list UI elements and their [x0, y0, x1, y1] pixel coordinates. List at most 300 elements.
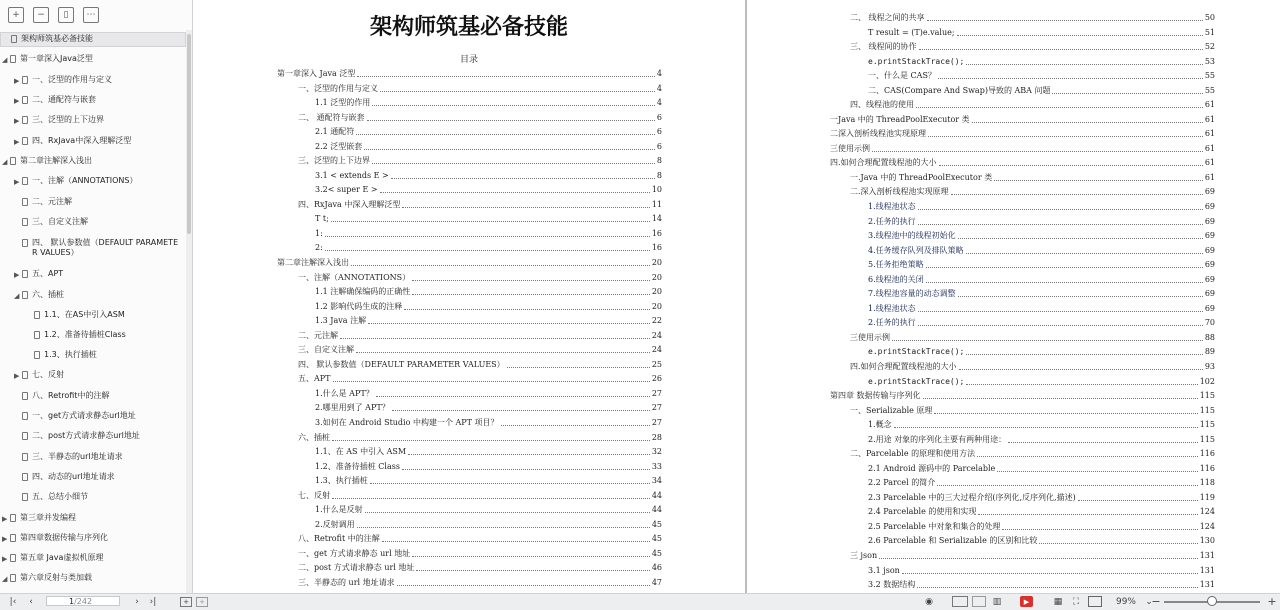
- toc-entry[interactable]: [315, 97, 662, 108]
- toc-entry-title: 三、半静态的 url 地址请求: [298, 577, 395, 587]
- collapse-triangle-icon[interactable]: ◢: [2, 158, 8, 166]
- toc-entry[interactable]: [298, 577, 662, 588]
- toc-page-number: 34: [651, 476, 662, 486]
- fit-width-icon[interactable]: +: [196, 597, 208, 607]
- toc-entry[interactable]: [850, 172, 1215, 183]
- toc-entry-title: 一、get 方式请求静态 url 地址: [298, 548, 411, 558]
- expand-triangle-icon[interactable]: ▶: [14, 372, 20, 380]
- toc-leader-dots: [918, 311, 1203, 312]
- toc-entry[interactable]: [868, 535, 1215, 546]
- zoom-in-icon[interactable]: +: [1267, 595, 1277, 608]
- bookmark-icon: [22, 198, 28, 206]
- bookmark-item[interactable]: [0, 216, 186, 229]
- toc-entry[interactable]: [315, 519, 662, 530]
- expand-triangle-icon[interactable]: ▶: [2, 555, 8, 563]
- bookmark-item[interactable]: [0, 349, 186, 362]
- toc-leader-dots: [977, 456, 1198, 457]
- toc-entry[interactable]: [315, 126, 662, 137]
- page-number-input[interactable]: [46, 596, 120, 606]
- bookmark-item[interactable]: [0, 390, 186, 403]
- toc-entry[interactable]: [315, 242, 662, 253]
- sidebar-scrollbar-thumb[interactable]: [187, 34, 191, 234]
- toc-leader-dots: [917, 587, 1197, 588]
- toc-entry[interactable]: [850, 12, 1215, 23]
- toc-entry[interactable]: [277, 257, 662, 268]
- toc-entry[interactable]: [830, 390, 1215, 401]
- toc-entry-title: T t;: [315, 214, 329, 224]
- toc-entry[interactable]: [315, 388, 662, 399]
- toc-entry[interactable]: [868, 521, 1215, 532]
- toc-entry[interactable]: [868, 463, 1215, 474]
- crop-icon[interactable]: [1088, 596, 1102, 607]
- bookmark-icon: [22, 432, 28, 440]
- bookmark-item[interactable]: [0, 451, 186, 464]
- toc-entry-title: 2.4 Parcelable 的使用和实现: [868, 507, 977, 517]
- toc-page-number: 69: [1204, 289, 1215, 299]
- bookmark-item[interactable]: [0, 196, 186, 209]
- toc-entry-title: 3.1 json: [868, 565, 900, 575]
- toc-leader-dots: [333, 381, 650, 382]
- toc-entry-title: 7.线程池容量的动态调整: [868, 289, 956, 299]
- toc-leader-dots: [370, 483, 650, 484]
- toc-leader-dots: [416, 570, 649, 571]
- toc-leader-dots: [351, 265, 650, 266]
- expand-triangle-icon[interactable]: ▶: [14, 271, 20, 279]
- bookmark-item[interactable]: [0, 532, 186, 545]
- toc-entry-title: 3.1 < extends E >: [315, 170, 389, 180]
- bookmark-item[interactable]: [0, 572, 186, 585]
- bookmark-item[interactable]: [0, 309, 186, 322]
- toc-page-number: 115: [1199, 405, 1215, 415]
- toc-leader-dots: [391, 178, 655, 179]
- toc-entry[interactable]: [315, 286, 662, 297]
- bookmark-item[interactable]: [0, 329, 186, 342]
- toc-entry[interactable]: [868, 274, 1215, 285]
- bookmark-item[interactable]: [0, 237, 186, 259]
- bookmark-item[interactable]: [0, 369, 186, 382]
- toc-leader-dots: [872, 151, 1203, 152]
- bookmark-label: 第三章并发编程: [20, 513, 76, 522]
- toc-entry-title: 2.反射调用: [315, 519, 355, 529]
- toc-entry-title: 3.线程池中的线程初始化: [868, 231, 956, 241]
- toc-entry-title: 3.如何在 Android Studio 中构建一个 APT 项目？: [315, 417, 499, 427]
- toc-entry[interactable]: [830, 143, 1215, 154]
- toc-entry-title: 4.任务缓存队列及排队策略: [868, 245, 964, 255]
- toc-entry-title: 3.2 数据结构: [868, 580, 916, 590]
- toc-leader-dots: [380, 91, 655, 92]
- toc-page-number: 69: [1204, 260, 1215, 270]
- toc-leader-dots: [994, 180, 1203, 181]
- toc-entry[interactable]: [868, 259, 1215, 270]
- bookmark-item[interactable]: [0, 74, 186, 87]
- bookmark-icon: [22, 218, 28, 226]
- toc-entry-title: 2.哪里用到了 APT？: [315, 403, 390, 413]
- toc-entry-title: 1.1 注解确保编码的正确性: [315, 287, 411, 297]
- toc-leader-dots: [392, 410, 650, 411]
- toc-page-number: 55: [1204, 85, 1215, 95]
- toc-entry[interactable]: [868, 492, 1215, 503]
- toc-entry[interactable]: [315, 475, 662, 486]
- collapse-triangle-icon[interactable]: ◢: [2, 56, 8, 64]
- bookmark-icon: [11, 35, 17, 43]
- toc-leader-dots: [412, 280, 650, 281]
- zoom-out-icon[interactable]: −: [1151, 595, 1161, 608]
- toc-page-number: 93: [1204, 361, 1215, 371]
- toc-entry-title: e.printStackTrace();: [868, 56, 965, 66]
- bookmark-icon: [22, 392, 28, 400]
- toc-leader-dots: [1078, 500, 1198, 501]
- toc-page-number: 61: [1204, 129, 1215, 139]
- bookmark-item[interactable]: [0, 410, 186, 423]
- bookmark-icon: [22, 96, 28, 104]
- toc-leader-dots: [364, 149, 655, 150]
- toc-entry-title: 2.1 通配符: [315, 127, 355, 137]
- toc-page-number: 45: [651, 548, 662, 558]
- toc-page-number: 50: [1204, 13, 1215, 22]
- toc-entry[interactable]: [868, 579, 1215, 590]
- toc-entry[interactable]: [868, 85, 1215, 96]
- toc-leader-dots: [332, 498, 650, 499]
- bookmark-icon: [22, 412, 28, 420]
- last-page-icon[interactable]: ›|: [149, 596, 157, 607]
- toc-leader-dots: [380, 192, 650, 193]
- toc-page-number: 61: [1204, 143, 1215, 153]
- toc-page-number: 6: [656, 127, 662, 137]
- toc-entry[interactable]: [298, 330, 662, 341]
- toc-entry-title: 1.2 影响代码生成的注释: [315, 301, 403, 311]
- toc-entry[interactable]: [315, 461, 662, 472]
- collapse-triangle-icon[interactable]: ◢: [14, 292, 20, 300]
- toc-leader-dots: [939, 165, 1203, 166]
- toc-entry[interactable]: [850, 448, 1215, 459]
- toc-page-number: 52: [1204, 42, 1215, 52]
- toc-entry[interactable]: [298, 112, 662, 123]
- expand-triangle-icon[interactable]: ▶: [2, 535, 8, 543]
- toc-entry-title: 二、Parcelable 的原理和使用方法: [850, 449, 976, 459]
- bookmark-label: 七、反射: [32, 370, 64, 379]
- toc-entry[interactable]: [315, 315, 662, 326]
- toc-entry[interactable]: [315, 228, 662, 239]
- toc-leader-dots: [972, 122, 1203, 123]
- toc-entry-title: 一、泛型的作用与定义: [298, 83, 378, 93]
- play-icon[interactable]: ▶: [1020, 596, 1033, 607]
- bookmark-label: 四、动态的url地址请求: [32, 472, 115, 481]
- toc-page-number: 20: [651, 301, 662, 311]
- toc-entry-title: 三使用示例: [830, 143, 870, 153]
- toc-leader-dots: [372, 163, 655, 164]
- toc-entry-title: 一.Java 中的 ThreadPoolExecutor 类: [850, 172, 993, 182]
- toc-page-number: 130: [1199, 536, 1215, 546]
- toc-entry-title: 1.1 泛型的作用: [315, 98, 371, 108]
- toc-leader-dots: [919, 49, 1203, 50]
- toc-page-number: 27: [651, 388, 662, 398]
- prev-page-icon[interactable]: ‹: [29, 596, 33, 607]
- toc-leader-dots: [397, 585, 650, 586]
- toc-leader-dots: [938, 78, 1203, 79]
- add-bookmark-icon[interactable]: ▯: [58, 7, 74, 23]
- toc-leader-dots: [928, 136, 1203, 137]
- toc-entry[interactable]: [277, 68, 662, 79]
- toc-leader-dots: [918, 224, 1203, 225]
- toc-entry[interactable]: [868, 506, 1215, 517]
- toc-entry[interactable]: [868, 27, 1215, 38]
- toc-leader-dots: [966, 64, 1202, 65]
- bookmark-item[interactable]: [0, 32, 186, 47]
- toc-entry[interactable]: [298, 155, 662, 166]
- toc-entry-title: 1.3、执行插桩: [315, 476, 368, 486]
- toc-entry[interactable]: [868, 288, 1215, 299]
- bookmark-options-icon[interactable]: ⋯: [83, 7, 99, 23]
- toc-entry[interactable]: [850, 332, 1215, 343]
- bookmark-item[interactable]: [0, 430, 186, 443]
- toc-entry[interactable]: [850, 405, 1215, 416]
- next-page-icon[interactable]: ›: [135, 596, 139, 607]
- toc-page-number: 16: [651, 228, 662, 238]
- toc-page-number: 32: [651, 447, 662, 457]
- toc-page-number: 61: [1204, 158, 1215, 168]
- toc-entry[interactable]: [315, 184, 662, 195]
- toc-entry[interactable]: [315, 213, 662, 224]
- grid-view-icon[interactable]: ▦: [1053, 596, 1063, 607]
- fullscreen-icon[interactable]: ⛶: [1072, 596, 1080, 607]
- toc-entry-title: 第一章深入 Java 泛型: [277, 69, 356, 78]
- first-page-icon[interactable]: |‹: [9, 596, 17, 607]
- bookmark-icon: [22, 137, 28, 145]
- dropdown-chevron-icon[interactable]: ⌄: [1145, 596, 1153, 607]
- toc-entry[interactable]: [298, 199, 662, 210]
- toc-leader-dots: [501, 425, 650, 426]
- toc-entry-title: 五、APT: [298, 374, 331, 384]
- toc-page-number: 118: [1199, 478, 1215, 488]
- toc-entry-title: 二、 线程之间的共享: [850, 13, 925, 22]
- bookmark-icon: [10, 55, 16, 63]
- expand-all-icon[interactable]: +: [8, 7, 24, 23]
- toc-page-number: 51: [1204, 27, 1215, 37]
- collapse-all-icon[interactable]: −: [33, 7, 49, 23]
- toc-page-number: 115: [1199, 391, 1215, 401]
- toc-page-number: 69: [1204, 274, 1215, 284]
- toc-page-number: 6: [656, 112, 662, 122]
- toc-entry-title: 1.什么是 APT？: [315, 388, 374, 398]
- toc-entry[interactable]: [868, 565, 1215, 576]
- toc-leader-dots: [402, 469, 650, 470]
- toc-leader-dots: [966, 253, 1203, 254]
- toc-leader-dots: [918, 325, 1203, 326]
- toc-entry[interactable]: [868, 346, 1215, 357]
- bookmark-item[interactable]: [0, 512, 186, 525]
- total-pages: /242: [74, 597, 93, 606]
- toc-page-number: 10: [651, 185, 662, 195]
- toc-leader-dots: [372, 105, 655, 106]
- collapse-triangle-icon[interactable]: ◢: [2, 575, 8, 583]
- toc-entry[interactable]: [868, 70, 1215, 81]
- eye-protect-icon[interactable]: ◉: [925, 596, 933, 607]
- bookmark-item[interactable]: [0, 268, 186, 281]
- toc-entry-title: 2:: [315, 243, 323, 253]
- continuous-view-icon[interactable]: [972, 596, 986, 607]
- toc-leader-dots: [1039, 543, 1197, 544]
- toc-page-number: 124: [1199, 521, 1215, 531]
- toc-page-number: 44: [651, 490, 662, 500]
- toc-page-number: 131: [1199, 580, 1215, 590]
- toc-entry-title: 二.深入剖析线程池实现原理: [850, 187, 949, 197]
- expand-triangle-icon[interactable]: ▶: [14, 178, 20, 186]
- toc-entry[interactable]: [868, 201, 1215, 212]
- toc-entry[interactable]: [298, 373, 662, 384]
- toc-entry[interactable]: [868, 245, 1215, 256]
- toc-entry-title: 一、什么是 CAS？: [868, 71, 936, 81]
- bookmark-item[interactable]: [0, 114, 186, 127]
- toc-entry[interactable]: [298, 562, 662, 573]
- toc-entry[interactable]: [850, 41, 1215, 52]
- toc-entry[interactable]: [868, 376, 1215, 387]
- toc-entry[interactable]: [850, 550, 1215, 561]
- expand-triangle-icon[interactable]: ▶: [14, 97, 20, 105]
- toc-leader-dots: [997, 471, 1197, 472]
- toc-page-number: 46: [651, 563, 662, 573]
- zoom-percentage[interactable]: 99%: [1115, 596, 1136, 607]
- toc-leader-dots: [340, 338, 650, 339]
- bookmark-label: 第一章深入Java泛型: [20, 54, 93, 63]
- toc-entry[interactable]: [298, 359, 662, 370]
- expand-triangle-icon[interactable]: ▶: [14, 138, 20, 146]
- toc-page-number: 115: [1199, 434, 1215, 444]
- toc-entry[interactable]: [868, 434, 1215, 445]
- expand-triangle-icon[interactable]: ▶: [2, 515, 8, 523]
- toc-entry-title: 1.3 Java 注解: [315, 316, 367, 326]
- toc-entry[interactable]: [850, 361, 1215, 372]
- toc-entry[interactable]: [315, 417, 662, 428]
- toc-entry[interactable]: [315, 301, 662, 312]
- toc-entry-title: 1:: [315, 228, 323, 238]
- toc-leader-dots: [958, 296, 1203, 297]
- toc-entry[interactable]: [315, 446, 662, 457]
- toc-leader-dots: [325, 236, 650, 237]
- toc-leader-dots: [332, 440, 650, 441]
- toc-leader-dots: [356, 352, 650, 353]
- toc-entry[interactable]: [868, 216, 1215, 227]
- toc-entry-title: 四.如何合理配置线程池的大小: [850, 361, 957, 371]
- bookmark-item[interactable]: [0, 94, 186, 107]
- toc-entry[interactable]: [298, 548, 662, 559]
- toc-page-number: 61: [1204, 114, 1215, 124]
- toc-entry[interactable]: [830, 157, 1215, 168]
- toc-entry-title: 2.任务的执行: [868, 216, 916, 226]
- toc-entry[interactable]: [315, 504, 662, 515]
- toc-leader-dots: [958, 238, 1203, 239]
- bookmark-item[interactable]: [0, 155, 186, 168]
- toc-page-number: 69: [1204, 202, 1215, 212]
- bookmark-item[interactable]: [0, 135, 186, 148]
- toc-leader-dots: [1052, 93, 1202, 94]
- bookmark-item[interactable]: [0, 289, 186, 302]
- bookmark-icon: [10, 514, 16, 522]
- toc-leader-dots: [376, 396, 650, 397]
- toc-leader-dots: [402, 207, 649, 208]
- toc-page-number: 24: [651, 345, 662, 355]
- toc-entry[interactable]: [315, 170, 662, 181]
- toc-entry[interactable]: [868, 419, 1215, 430]
- toc-entry[interactable]: [850, 186, 1215, 197]
- current-page: 1: [69, 597, 75, 606]
- expand-triangle-icon[interactable]: ▶: [14, 117, 20, 125]
- toc-page-number: 45: [651, 519, 662, 529]
- toc-entry[interactable]: [298, 533, 662, 544]
- toc-entry-title: 三使用示例: [850, 332, 890, 342]
- toc-leader-dots: [879, 558, 1198, 559]
- toc-leader-dots: [357, 76, 655, 77]
- book-view-icon[interactable]: ▥: [992, 596, 1002, 607]
- toc-heading: 目录: [459, 55, 478, 65]
- toc-entry-title: 三、 线程间的协作: [850, 42, 917, 52]
- fit-page-icon[interactable]: +: [180, 597, 192, 607]
- toc-entry[interactable]: [868, 230, 1215, 241]
- toc-page-number: 28: [651, 432, 662, 442]
- toc-leader-dots: [1008, 442, 1198, 443]
- bookmark-label: 二、通配符与嵌套: [32, 95, 96, 104]
- toc-page-number: 4: [656, 98, 662, 108]
- toc-entry[interactable]: [315, 141, 662, 152]
- toc-entry-title: T result = (T)e.value;: [868, 27, 955, 37]
- bookmark-label: 三、半静态的url地址请求: [32, 452, 123, 461]
- toc-entry[interactable]: [868, 317, 1215, 328]
- bookmark-label: 1.1、在AS中引入ASM: [44, 310, 125, 319]
- bookmark-icon: [34, 331, 40, 339]
- toc-page-number: 26: [651, 374, 662, 384]
- toc-page-number: 20: [651, 258, 662, 268]
- toc-page-number: 4: [656, 83, 662, 93]
- toc-entry[interactable]: [298, 344, 662, 355]
- toc-entry-title: 八、Retrofit 中的注解: [298, 534, 380, 544]
- single-page-view-icon[interactable]: [952, 596, 968, 607]
- toc-leader-dots: [356, 134, 655, 135]
- toc-page-number: 14: [651, 214, 662, 224]
- toc-entry[interactable]: [315, 402, 662, 413]
- toc-entry-title: 2.1 Android 源码中的 Parcelable: [868, 463, 996, 473]
- toc-page-number: 124: [1199, 507, 1215, 517]
- bookmark-item[interactable]: [0, 552, 186, 565]
- toc-entry[interactable]: [298, 432, 662, 443]
- zoom-slider-knob[interactable]: [1207, 596, 1217, 606]
- toc-entry[interactable]: [298, 490, 662, 501]
- toc-entry[interactable]: [298, 83, 662, 94]
- bookmark-label: 架构师筑基必备技能: [21, 34, 93, 43]
- bookmark-item[interactable]: [0, 53, 186, 66]
- toc-entry[interactable]: [850, 99, 1215, 110]
- bookmark-item[interactable]: [0, 175, 186, 188]
- toc-entry[interactable]: [868, 477, 1215, 488]
- toc-entry-title: 二、 通配符与嵌套: [298, 112, 365, 122]
- sidebar-scrollbar[interactable]: [186, 30, 192, 593]
- toc-entry[interactable]: [830, 128, 1215, 139]
- toc-entry[interactable]: [298, 272, 662, 283]
- toc-entry[interactable]: [868, 56, 1215, 67]
- toc-entry-title: 四、线程池的使用: [850, 100, 914, 110]
- toc-entry-title: 二、元注解: [298, 330, 338, 340]
- bookmark-item[interactable]: [0, 491, 186, 504]
- bookmark-item[interactable]: [0, 471, 186, 484]
- toc-page-number: 44: [651, 505, 662, 515]
- expand-triangle-icon[interactable]: ▶: [14, 77, 20, 85]
- bookmark-label: 六、插桩: [32, 290, 64, 299]
- toc-page-number: 16: [651, 243, 662, 253]
- toc-entry[interactable]: [830, 114, 1215, 125]
- toc-entry[interactable]: [868, 303, 1215, 314]
- toc-entry-title: 1.什么是反射: [315, 505, 363, 515]
- toc-leader-dots: [412, 294, 650, 295]
- toc-page-number: 6: [656, 141, 662, 151]
- toc-entry-title: e.printStackTrace();: [868, 347, 965, 357]
